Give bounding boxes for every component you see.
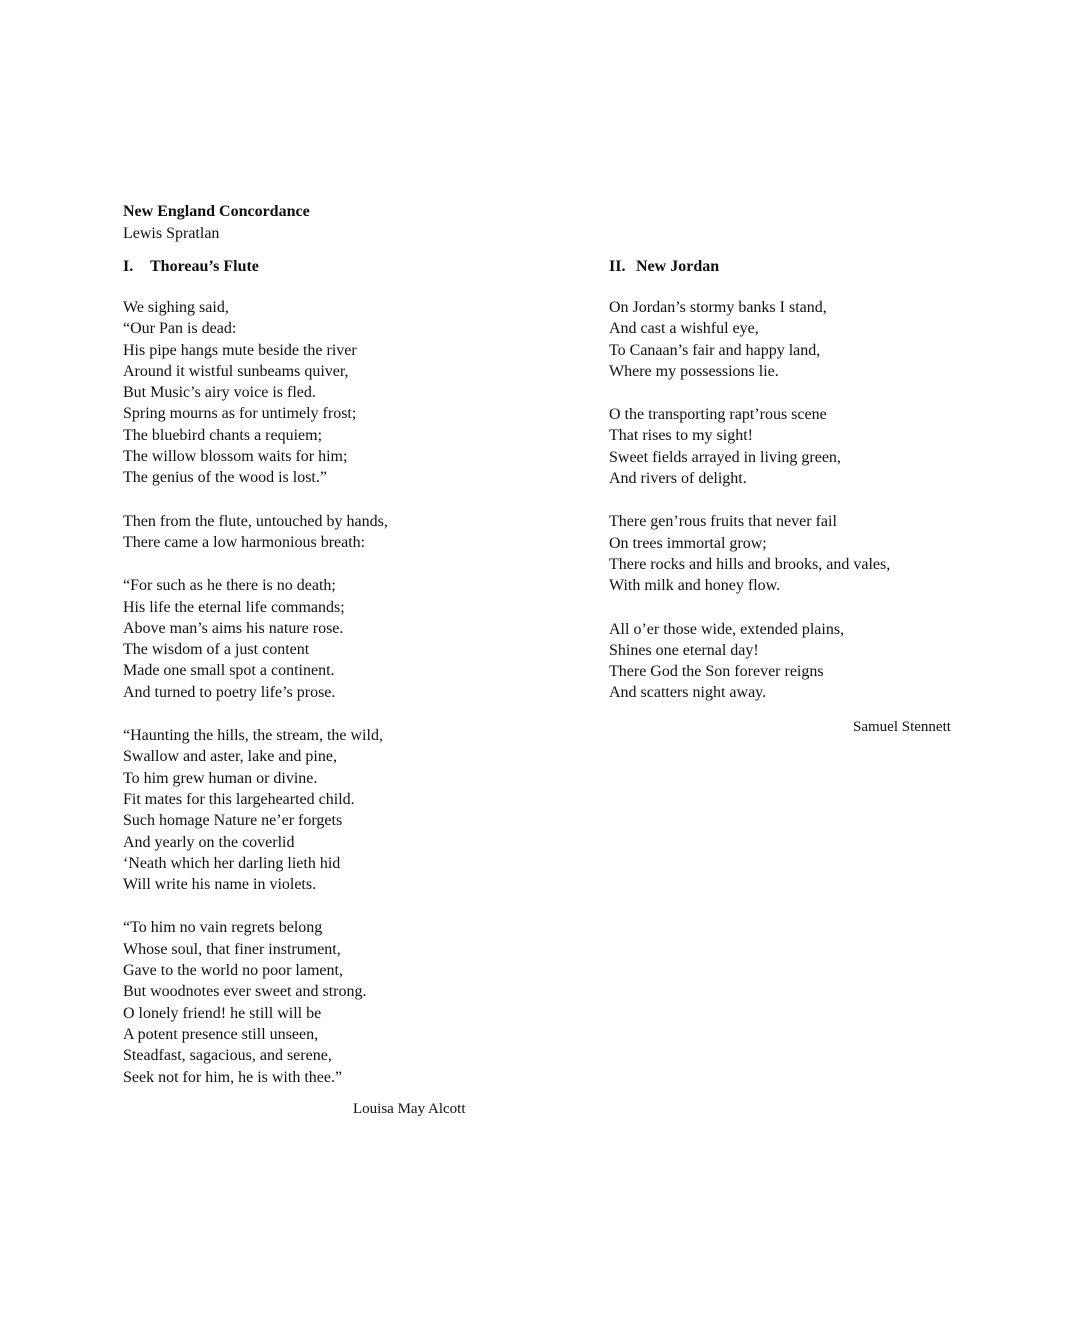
poem-line: Spring mourns as for untimely frost;: [123, 405, 357, 423]
poem-line: Such homage Nature ne’er forgets: [123, 812, 343, 830]
poem-line: All o’er those wide, extended plains,: [609, 620, 845, 638]
poem-line: And yearly on the coverlid: [123, 833, 295, 851]
stanza: [123, 917, 543, 1087]
poem-line: Around it wistful sunbeams quiver,: [123, 362, 349, 380]
poem-line: To Canaan’s fair and happy land,: [609, 341, 821, 359]
poem-line: Will write his name in violets.: [123, 876, 317, 894]
poem-thoreaus-flute: [123, 297, 543, 1110]
stanza: [609, 404, 1009, 489]
poem-line: Seek not for him, he is with thee.”: [123, 1068, 343, 1086]
stanza: [123, 511, 543, 554]
poem-line: We sighing said,: [123, 299, 229, 316]
poem-line: O the transporting rapt’rous scene: [609, 406, 827, 424]
stanza: [123, 575, 543, 703]
stanza: [123, 725, 543, 895]
section-heading-1: [123, 256, 259, 278]
poem-attribution: Samuel Stennett: [853, 719, 951, 735]
section-number: II.: [609, 258, 626, 275]
poem-line: Gave to the world no poor lament,: [123, 962, 343, 980]
stanza: [123, 297, 543, 489]
poem-line: Where my possessions lie.: [609, 362, 779, 380]
stanza: [609, 511, 1009, 596]
document-title: New England Concordance: [123, 203, 310, 220]
poem-line: Fit mates for this largehearted child.: [123, 790, 355, 808]
poem-line: With milk and honey flow.: [609, 577, 781, 595]
poem-line: “Our Pan is dead:: [123, 320, 237, 338]
poem-line: And turned to poetry life’s prose.: [123, 683, 336, 701]
poem-line: O lonely friend! he still will be: [123, 1004, 322, 1022]
poem-line: And scatters night away.: [609, 684, 767, 702]
poem-line: A potent presence still unseen,: [123, 1025, 319, 1043]
poem-line: The bluebird chants a requiem;: [123, 426, 323, 444]
poem-line: The wisdom of a just content: [123, 641, 310, 659]
poem-line: On Jordan’s stormy banks I stand,: [609, 299, 827, 316]
poem-line: But Music’s airy voice is fled.: [123, 384, 316, 402]
stanza: [609, 297, 1009, 382]
poem-line: And cast a wishful eye,: [609, 320, 759, 338]
poem-line: Then from the flute, untouched by hands,: [123, 512, 388, 530]
poem-line: His pipe hangs mute beside the river: [123, 341, 357, 359]
poem-line: But woodnotes ever sweet and strong.: [123, 983, 367, 1001]
stanza: [609, 619, 1009, 704]
poem-attribution: Louisa May Alcott: [353, 1101, 466, 1117]
composer-name: Lewis Spratlan: [123, 225, 220, 242]
poem-line: Steadfast, sagacious, and serene,: [123, 1047, 332, 1065]
poem-line: ‘Neath which her darling lieth hid: [123, 854, 341, 872]
poem-line: Sweet fields arrayed in living green,: [609, 448, 841, 466]
poem-line: There gen’rous fruits that never fail: [609, 513, 837, 531]
section-number: I.: [123, 258, 134, 275]
poem-line: The willow blossom waits for him;: [123, 448, 348, 466]
poem-line: The genius of the wood is lost.”: [123, 469, 327, 487]
poem-line: That rises to my sight!: [609, 427, 753, 445]
poem-line: On trees immortal grow;: [609, 534, 767, 552]
poem-line: There rocks and hills and brooks, and vales,: [609, 555, 891, 573]
section-title: New Jordan: [636, 258, 720, 275]
poem-line: His life the eternal life commands;: [123, 598, 345, 616]
poem-line: “To him no vain regrets belong: [123, 919, 323, 937]
poem-new-jordan: [609, 297, 1009, 726]
poem-line: Shines one eternal day!: [609, 641, 759, 659]
poem-line: To him grew human or divine.: [123, 769, 318, 787]
poem-line: “Haunting the hills, the stream, the wild,: [123, 727, 383, 745]
poem-line: Above man’s aims his nature rose.: [123, 619, 344, 637]
poem-line: There came a low harmonious breath:: [123, 533, 366, 551]
poem-line: Made one small spot a continent.: [123, 662, 335, 680]
poem-line: Whose soul, that finer instrument,: [123, 940, 341, 958]
poem-line: “For such as he there is no death;: [123, 577, 336, 595]
poem-line: Swallow and aster, lake and pine,: [123, 748, 337, 766]
section-heading-2: [609, 256, 719, 278]
poem-line: And rivers of delight.: [609, 470, 747, 488]
section-title: Thoreau’s Flute: [150, 258, 259, 275]
poem-line: There God the Son forever reigns: [609, 663, 824, 681]
